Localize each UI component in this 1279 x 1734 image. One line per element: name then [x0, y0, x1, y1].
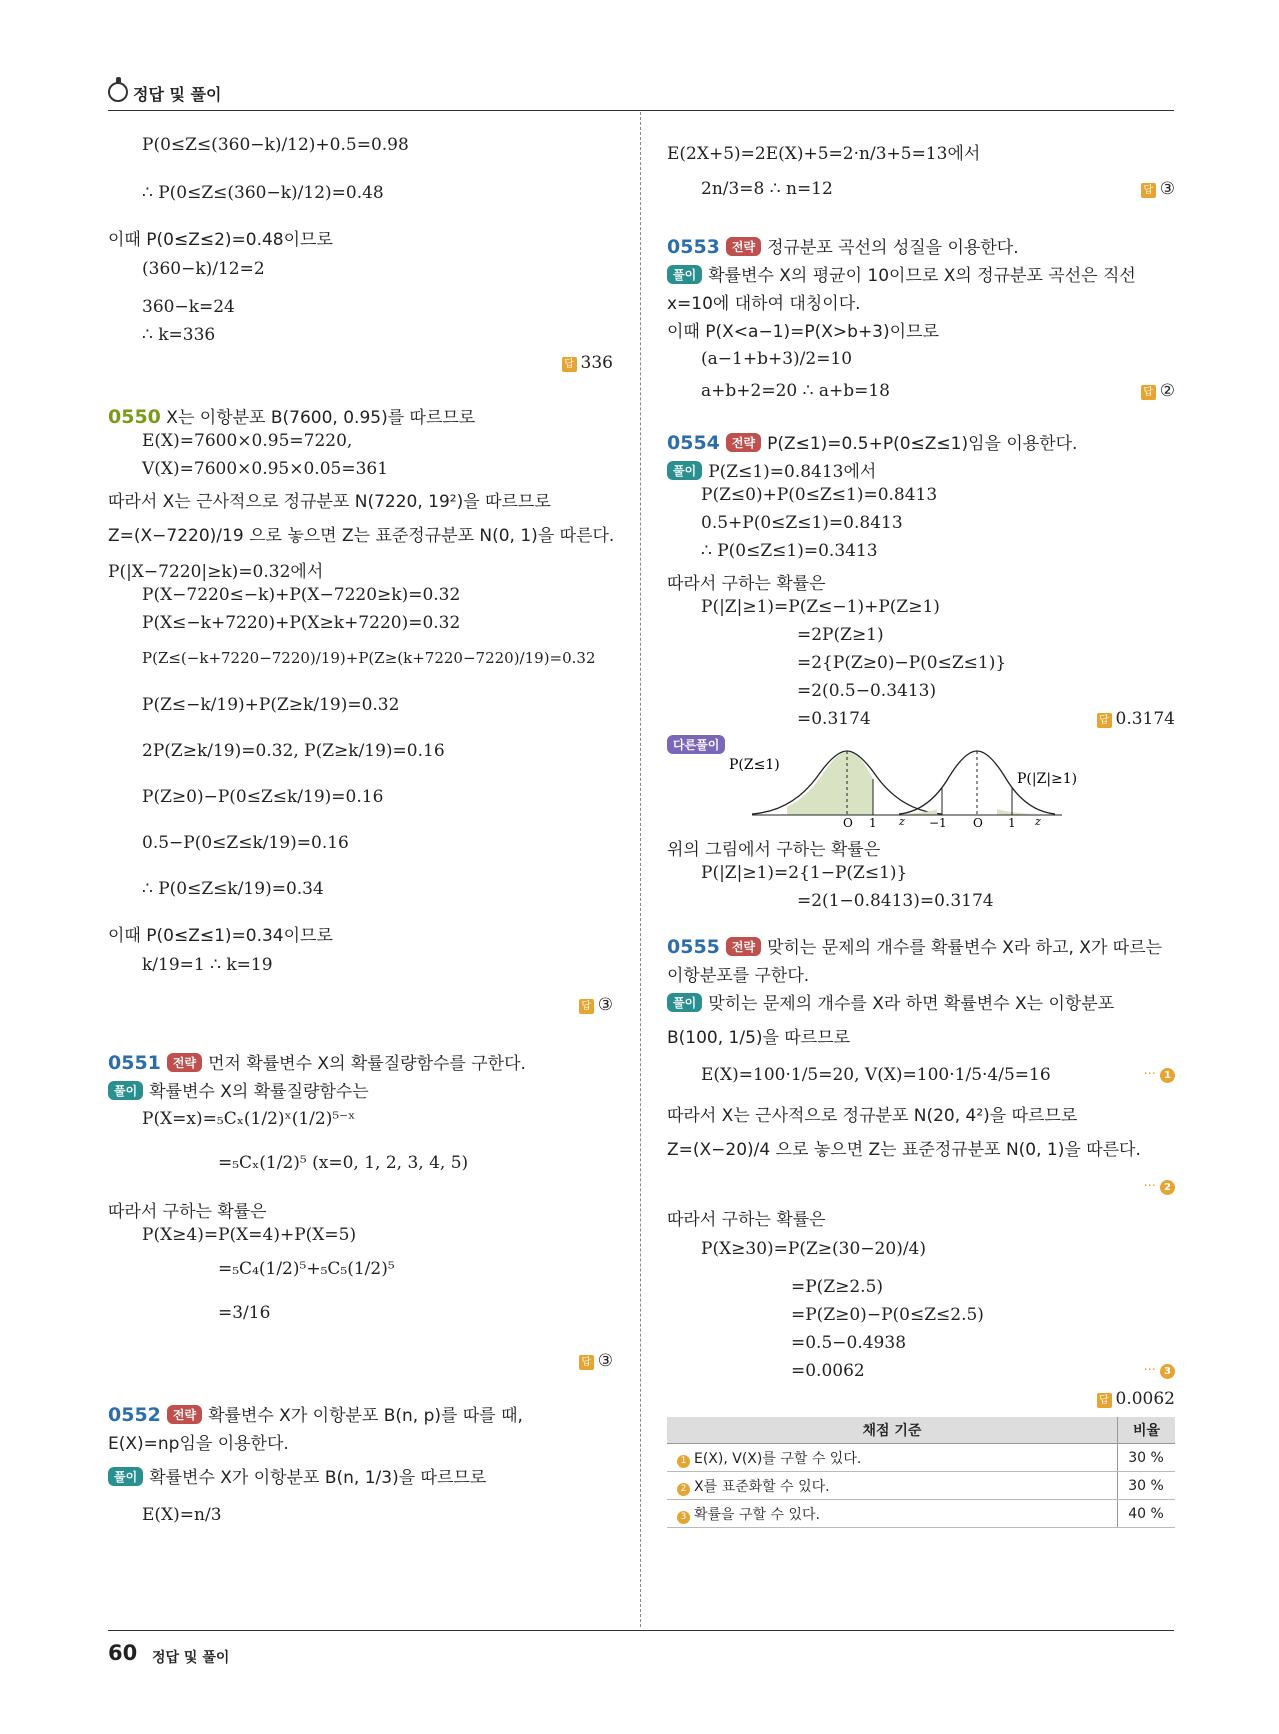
eq-line: V(X)=7600×0.95×0.05=361 — [142, 459, 389, 479]
eq-line: =₅Cₓ(1/2)⁵ (x=0, 1, 2, 3, 4, 5) — [218, 1153, 469, 1173]
eq-line: E(X)=7600×0.95=7220, — [142, 431, 353, 451]
step-marker: ··· 1 — [1143, 1067, 1175, 1083]
grading-table — [667, 1417, 1175, 1528]
text-line: 따라서 X는 근사적으로 정규분포 N(7220, 19²)을 따르므로 — [108, 492, 551, 512]
eq-line: =₅C₄(1/2)⁵+₅C₅(1/2)⁵ — [218, 1259, 395, 1279]
normal-curves-figure — [667, 747, 1175, 827]
text-line: E(X)=np임을 이용한다. — [108, 1434, 289, 1454]
eq-line: P(Z≤0)+P(0≤Z≤1)=0.8413 — [701, 485, 938, 505]
text-line: 위의 그림에서 구하는 확률은 — [667, 840, 881, 860]
text-line: 이때 P(0≤Z≤1)=0.34이므로 — [108, 926, 333, 946]
eq-line: P(Z≤(−k+7220−7220)/19)+P(Z≥(k+7220−7220)/19)=0.32 — [142, 649, 596, 667]
header-title: 정답 및 풀이 — [133, 85, 222, 104]
page-number: 60 — [108, 1641, 138, 1665]
eq-line: 0.5−P(0≤Z≤k/19)=0.16 — [142, 833, 349, 853]
page-footer — [108, 1630, 1174, 1671]
eq-line: =2{P(Z≥0)−P(0≤Z≤1)} — [797, 653, 1007, 673]
eq-line: =2P(Z≥1) — [797, 625, 884, 645]
eq-line: ∴ P(0≤Z≤(360−k)/12)=0.48 — [142, 183, 384, 203]
problem-0550: 0550 X는 이항분포 B(7600, 0.95)를 따르므로 — [108, 406, 476, 428]
answer-icon: 답 — [562, 357, 577, 372]
tick-label: O — [973, 816, 983, 827]
eq-line: 2n/3=8 ∴ n=12 — [701, 179, 833, 199]
problem-0551: 0551 전략 먼저 확률변수 X의 확률질량함수를 구한다. — [108, 1052, 526, 1074]
solution-line: 풀이 P(Z≤1)=0.8413에서 — [667, 457, 876, 482]
table-header: 채점 기준 — [667, 1417, 1118, 1444]
eq-line: P(|Z|≥1)=P(Z≤−1)+P(Z≥1) — [701, 597, 940, 617]
answer-icon: 답 — [579, 999, 594, 1014]
answer-icon: 답 — [1141, 183, 1156, 198]
footer-title: 정답 및 풀이 — [152, 1650, 230, 1666]
eq-line: =2(1−0.8413)=0.3174 — [797, 891, 994, 911]
table-row: 2 X를 표준화할 수 있다. 30 % — [667, 1472, 1175, 1500]
eq-line: P(X=x)=₅Cₓ(1/2)ˣ(1/2)⁵⁻ˣ — [142, 1109, 356, 1129]
answer: 답 0.0062 — [1097, 1389, 1175, 1409]
answer: 답 336 — [562, 353, 613, 373]
text-line: 따라서 구하는 확률은 — [108, 1202, 267, 1222]
shaded-area — [847, 752, 873, 815]
text-line: x=10에 대하여 대칭이다. — [667, 294, 861, 314]
problem-0552: 0552 전략 확률변수 X가 이항분포 B(n, p)를 따를 때, — [108, 1404, 523, 1426]
eq-line: (360−k)/12=2 — [142, 259, 265, 279]
problem-0555: 0555 전략 맞히는 문제의 개수를 확률변수 X라 하고, X가 따르는 — [667, 936, 1163, 958]
answer: 답 0.3174 — [1097, 709, 1175, 729]
answer: 답 ② — [1141, 381, 1175, 401]
page-header — [108, 80, 1174, 111]
solution-line: 풀이 맞히는 문제의 개수를 X라 하면 확률변수 X는 이항분포 — [667, 989, 1114, 1014]
solution-line: 풀이 확률변수 X의 확률질량함수는 — [108, 1077, 369, 1102]
eq-line: P(X−7220≤−k)+P(X−7220≥k)=0.32 — [142, 585, 461, 605]
shaded-area — [787, 752, 847, 815]
problem-0554: 0554 전략 P(Z≤1)=0.5+P(0≤Z≤1)임을 이용한다. — [667, 432, 1078, 454]
eq-line: E(2X+5)=2E(X)+5=2·n/3+5=13에서 — [667, 144, 981, 164]
answer: 답 ③ — [579, 995, 613, 1015]
eq-line: =2(0.5−0.3413) — [797, 681, 937, 701]
text-line: 따라서 X는 근사적으로 정규분포 N(20, 4²)을 따르므로 — [667, 1106, 1078, 1126]
eq-line: P(X≥30)=P(Z≥(30−20)/4) — [701, 1239, 927, 1259]
table-row: 3 확률을 구할 수 있다. 40 % — [667, 1500, 1175, 1528]
answer-icon: 답 — [579, 1355, 594, 1370]
tick-label: 1 — [869, 816, 877, 827]
tick-label: O — [843, 816, 853, 827]
text-line: 이때 P(X<a−1)=P(X>b+3)이므로 — [667, 322, 939, 342]
eq-line: k/19=1 ∴ k=19 — [142, 955, 273, 975]
tick-label: 1 — [1008, 816, 1016, 827]
table-row: 1 E(X), V(X)를 구할 수 있다. 30 % — [667, 1444, 1175, 1472]
eq-line: =0.0062 — [791, 1361, 865, 1381]
answer-icon: 답 — [1141, 385, 1156, 400]
eq-line: P(|X−7220|≥k)=0.32에서 — [108, 562, 324, 582]
text-line: Z=(X−7220)/19 으로 놓으면 Z는 표준정규분포 N(0, 1)을 따른다. — [108, 526, 615, 546]
shaded-area — [997, 809, 1037, 815]
answer: 답 ③ — [579, 1351, 613, 1371]
eq-line: 2P(Z≥k/19)=0.32, P(Z≥k/19)=0.16 — [142, 741, 445, 761]
eq-line: a+b+2=20 ∴ a+b=18 — [701, 381, 890, 401]
tick-label: z — [899, 815, 905, 827]
eq-line: =0.5−0.4938 — [791, 1333, 907, 1353]
eq-line: P(Z≥0)−P(0≤Z≤k/19)=0.16 — [142, 787, 384, 807]
solution-line: 풀이 확률변수 X가 이항분포 B(n, 1/3)을 따르므로 — [108, 1463, 486, 1488]
shaded-area — [899, 809, 937, 815]
eq-line: =3/16 — [218, 1303, 271, 1323]
text-line: Z=(X−20)/4 으로 놓으면 Z는 표준정규분포 N(0, 1)을 따른다. — [667, 1140, 1141, 1160]
text-line: B(100, 1/5)을 따르므로 — [667, 1028, 851, 1048]
eq-line: P(Z≤−k/19)+P(Z≥k/19)=0.32 — [142, 695, 400, 715]
table-header: 비율 — [1118, 1417, 1176, 1444]
eq-line: ∴ P(0≤Z≤k/19)=0.34 — [142, 879, 324, 899]
fig-label: P(|Z|≥1) — [1017, 771, 1078, 787]
tick-label: z — [1035, 815, 1041, 827]
eq-line: E(X)=100·1/5=20, V(X)=100·1/5·4/5=16 — [701, 1065, 1051, 1085]
eq-line: P(X≥4)=P(X=4)+P(X=5) — [142, 1225, 357, 1245]
eq-line: P(|Z|≥1)=2{1−P(Z≤1)} — [701, 863, 908, 883]
fig-label: P(Z≤1) — [729, 757, 780, 773]
problem-0553: 0553 전략 정규분포 곡선의 성질을 이용한다. — [667, 236, 1019, 258]
eq-line: 0.5+P(0≤Z≤1)=0.8413 — [701, 513, 903, 533]
text-line: 따라서 구하는 확률은 — [667, 574, 826, 594]
answer-icon: 답 — [1097, 713, 1112, 728]
text-line: 이항분포를 구한다. — [667, 966, 810, 986]
column-divider — [640, 112, 641, 1627]
mascot-icon — [108, 82, 128, 102]
eq-line: (a−1+b+3)/2=10 — [701, 349, 853, 369]
eq-line: P(0≤Z≤(360−k)/12)+0.5=0.98 — [142, 135, 409, 155]
tick-label: −1 — [929, 816, 947, 827]
eq-line: ∴ P(0≤Z≤1)=0.3413 — [701, 541, 878, 561]
eq-line: 360−k=24 — [142, 297, 235, 317]
eq-line: ∴ k=336 — [142, 325, 216, 345]
alt-solution-label: 다른풀이 — [667, 735, 731, 756]
answer-icon: 답 — [1097, 1393, 1112, 1408]
text-line: 이때 P(0≤Z≤2)=0.48이므로 — [108, 230, 333, 250]
text-line: 따라서 구하는 확률은 — [667, 1210, 826, 1230]
step-marker: ··· 3 — [1143, 1363, 1175, 1379]
step-marker: ··· 2 — [1143, 1179, 1175, 1195]
eq-line: P(X≤−k+7220)+P(X≥k+7220)=0.32 — [142, 613, 461, 633]
answer: 답 ③ — [1141, 179, 1175, 199]
eq-line: =P(Z≥0)−P(0≤Z≤2.5) — [791, 1305, 984, 1325]
eq-line: E(X)=n/3 — [142, 1505, 222, 1525]
solution-line: 풀이 확률변수 X의 평균이 10이므로 X의 정규분포 곡선은 직선 — [667, 261, 1136, 286]
eq-line: =P(Z≥2.5) — [791, 1277, 884, 1297]
eq-line: =0.3174 — [797, 709, 871, 729]
